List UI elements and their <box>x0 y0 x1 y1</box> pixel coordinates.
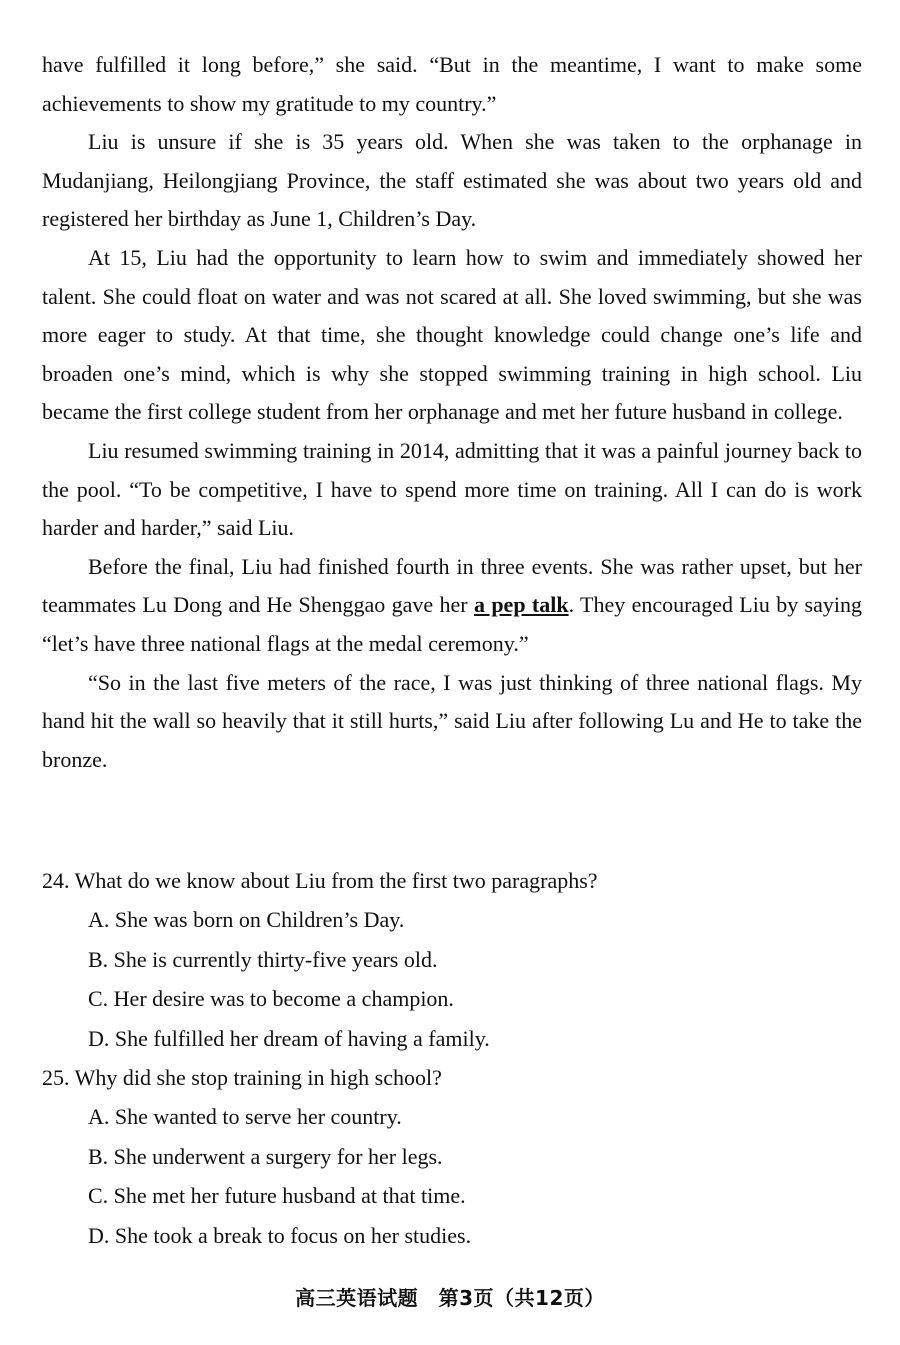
question-25 <box>42 1058 862 1255</box>
paragraph-5-text-end: . They encouraged Liu by saying “let’s have three national flags at the medal ceremony.” <box>42 592 862 656</box>
paragraph-5 <box>42 548 862 664</box>
paragraph-3: At 15, Liu had the opportunity to learn how to swim and immediately showed her talent. She could float on water and was not scared at all. She loved swimming, but she was more eager to study. At that time, she thought knowledge could change one’s life and broaden one’s mind, which is why she stopped swimming training in high school. Liu became the first college student from her orphanage and met her future husband in college. <box>42 244 862 425</box>
option-c: C. She met her future husband at that time. <box>88 1183 466 1209</box>
paragraph-2: Liu is unsure if she is 35 years old. When she was taken to the orphanage in Mudanjiang, Heilongjiang Province, the staff estimated she was about two years old and registered her birthday as June 1, Children’s Day. <box>42 129 862 232</box>
underlined-phrase: a pep talk <box>473 592 569 618</box>
option-a: A. She was born on Children’s Day. <box>88 907 405 933</box>
option-d: D. She fulfilled her dream of having a family. <box>88 1025 490 1051</box>
option-b: B. She underwent a surgery for her legs. <box>88 1143 443 1169</box>
paragraph-4: Liu resumed swimming training in 2014, admitting that it was a painful journey back to the pool. “To be competitive, I have to spend more time on training. All I can do is work harder and harder,” said Liu. <box>42 437 862 541</box>
option-c: C. Her desire was to become a champion. <box>88 986 454 1012</box>
paragraph-1: have fulfilled it long before,” she said. “But in the meantime, I want to make some achievements to show my gratitude to my country.” <box>42 52 862 116</box>
question-list <box>42 861 862 1255</box>
option-a: A. She wanted to serve her country. <box>88 1104 402 1130</box>
option-d: D. She took a break to focus on her studies. <box>88 1222 472 1248</box>
reading-passage <box>42 46 862 779</box>
option-b: B. She is currently thirty-five years old. <box>88 946 438 972</box>
paragraph-5-text-start: Before the final, Liu had finished fourth in three events. She was rather upset, but her teammates Lu Dong and He Shenggao gave her <box>42 553 862 618</box>
question-24 <box>42 861 862 1058</box>
page-footer: 高三英语试题 第3页（共12页） <box>295 1286 605 1310</box>
question-stem: 24. What do we know about Liu from the first two paragraphs? <box>42 868 598 893</box>
paragraph-6: “So in the last five meters of the race, I was just thinking of three national flags. My hand hit the wall so heavily that it still hurts,” said Liu after following Lu and He to take the bronze. <box>42 669 862 772</box>
question-stem: 25. Why did she stop training in high school? <box>42 1065 442 1091</box>
